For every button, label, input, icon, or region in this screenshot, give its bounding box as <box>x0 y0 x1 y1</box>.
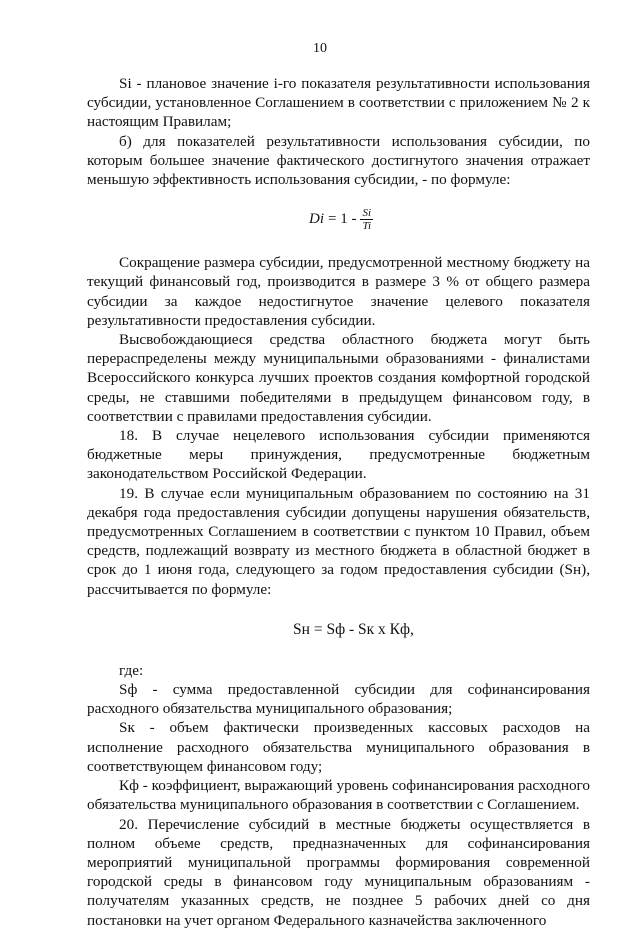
page-number: 10 <box>313 41 327 56</box>
paragraph-kf-definition: Кф - коэффициент, выражающий уровень софинансирования расходного обязательства муниципального образования в соответствии с Соглашением. <box>87 777 590 814</box>
formula-d-equals: = 1 - <box>328 211 357 228</box>
document-body <box>87 74 590 930</box>
formula-sn: Sн = Sф - Sк x Кф, <box>293 620 414 638</box>
paragraph-19: 19. В случае если муниципальным образованием по состоянию на 31 декабря года предоставления субсидии допущены нарушения обязательств, предусмотренных Соглашением в соответствии с пунктом 10 Правил, объем средств, подлежащий возврату из местного бюджета в областной бюджет в срок до 1 июня года, следующего за годом предоставления субсидии (Sн), рассчитывается по формуле: <box>87 484 590 598</box>
paragraph-where: где: <box>119 661 144 679</box>
formula-d-numerator: Si <box>362 207 372 220</box>
formula-d-lhs: Di <box>309 211 324 228</box>
paragraph-b-indicators: б) для показателей результативности использования субсидии, по которым большее значение фактического достигнутого значения отражает меньшую эффективность использования субсидии, - по формуле: <box>87 132 590 189</box>
paragraph-sf-definition: Sф - сумма предоставленной субсидии для софинансирования расходного обязательства муниципального образования; <box>87 681 590 718</box>
paragraph-sk-definition: Sк - объем фактически произведенных кассовых расходов на исполнение расходного обязательства муниципального образования в соответствующем финансовом году; <box>87 719 590 775</box>
formula-d-denominator: Ti <box>362 220 372 233</box>
paragraph-20: 20. Перечисление субсидий в местные бюджеты осуществляется в полном объеме средств, предназначенных для софинансирования мероприятий муниципальной программы формирования современной городской среды в финансовом году муниципальным образованиям - получателям указанных средств, не позднее 5 рабочих дней со дня постановки на учет органом Федерального казначейства заключенного <box>87 815 590 929</box>
paragraph-reduction: Сокращение размера субсидии, предусмотренной местному бюджету на текущий финансовый год, производится в размере 3 % от общего размера субсидии за каждое недостигнутое значение целевого показателя результативности предоставления субсидии. <box>87 254 590 329</box>
paragraph-redistribution: Высвобождающиеся средства областного бюджета могут быть перераспределены между муниципальными образованиями - финалистами Всероссийского конкурса лучших проектов создания комфортной городской среды, не ставшими победителями в предыдущем финансовом году, в соответствии с правилами предоставления субсидии. <box>87 331 590 425</box>
paragraph-18: 18. В случае нецелевого использования субсидии применяются бюджетные меры принуждения, предусмотренные бюджетным законодательством Российской Федерации. <box>87 427 590 483</box>
paragraph-si-definition: Si - плановое значение i-го показателя результативности использования субсидии, установленное Соглашением в соответствии с приложением № 2 к настоящим Правилам; <box>87 75 590 131</box>
formula-d <box>87 189 590 249</box>
formula-d-fraction <box>360 207 373 232</box>
